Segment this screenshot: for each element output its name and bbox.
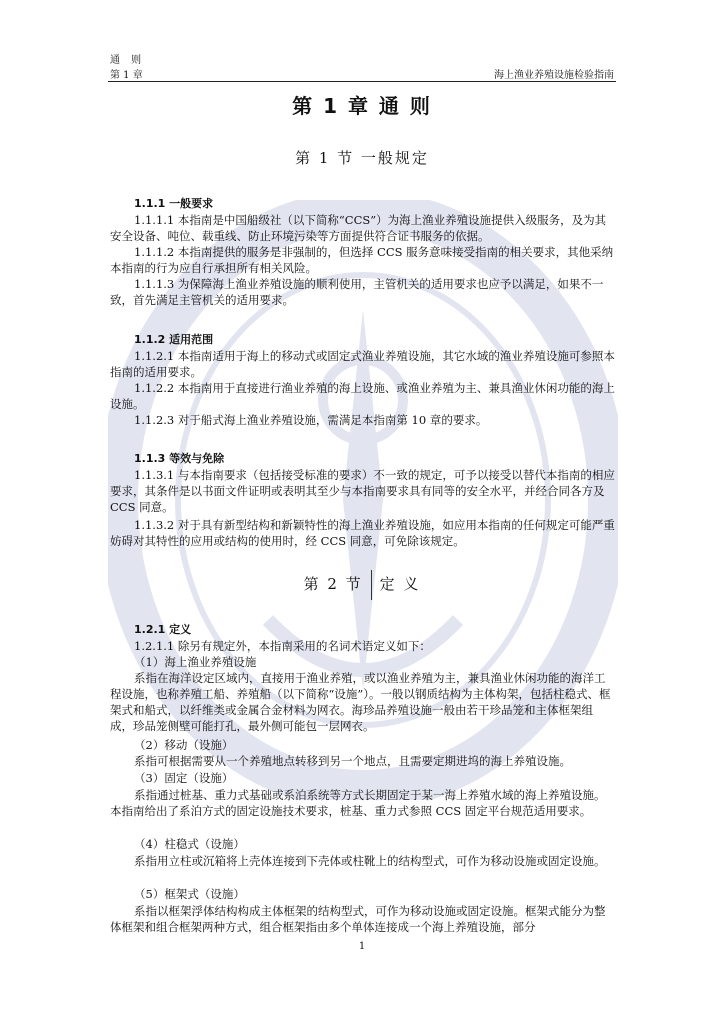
paragraph-1-1-2-3: 1.1.2.3 对于船式海上渔业养殖设施，需满足本指南第 10 章的要求。 bbox=[134, 413, 488, 427]
definition-3-title: （3）固定（设施） bbox=[134, 771, 234, 785]
definition-5-title: （5）框架式（设施） bbox=[134, 887, 245, 901]
paragraph-1-1-1-1: 1.1.1.1 本指南是中国船级社（以下简称“CCS”）为海上渔业养殖设施提供入级服务，及为其安全设备、吨位、载重线、防止环境污染等方面提供符合证书服务的依据。 bbox=[110, 213, 607, 243]
page-number: 1 bbox=[358, 941, 366, 952]
paragraph-1-1-1-3: 1.1.1.3 为保障海上渔业养殖设施的顺利使用，主管机关的适用要求也应予以满足，如果不一致，首先满足主管机关的适用要求。 bbox=[110, 277, 604, 307]
section-1-title: 第 1 节 一般规定 bbox=[295, 149, 429, 167]
heading-1-2-1: 1.2.1 定义 bbox=[134, 623, 192, 636]
section-2-divider bbox=[371, 570, 372, 600]
paragraph-1-2-1-1: 1.2.1.1 除另有规定外，本指南采用的名词术语定义如下： bbox=[134, 639, 431, 653]
definition-4-title: （4）柱稳式（设施） bbox=[134, 837, 245, 851]
heading-1-1-1: 1.1.1 一般要求 bbox=[134, 197, 214, 210]
section-2-name: 定 义 bbox=[379, 575, 421, 593]
heading-1-1-3: 1.1.3 等效与免除 bbox=[134, 452, 225, 465]
paragraph-1-1-2-1: 1.1.2.1 本指南适用于海上的移动式或固定式渔业养殖设施，其它水域的渔业养殖设施可参照本指南的适用要求。 bbox=[110, 349, 615, 379]
paragraph-1-1-3-2: 1.1.3.2 对于具有新型结构和新颖特性的海上渔业养殖设施，如应用本指南的任何规定可能严重妨碍对其特性的应用或结构的使用时，经 CCS 同意，可免除该规定。 bbox=[110, 518, 615, 548]
paragraph-1-1-3-1: 1.1.3.1 与本指南要求（包括接受标准的要求）不一致的规定，可予以接受以替代本指南的相应要求，其条件是以书面文件证明或表明其至少与本指南要求具有同等的安全水平，并经合同各方及 CCS 同意。 bbox=[110, 468, 615, 514]
header-divider bbox=[108, 81, 616, 82]
section-2-number: 第 2 节 bbox=[303, 575, 363, 593]
paragraph-1-1-1-2: 1.1.1.2 本指南提供的服务是非强制的，但选择 CCS 服务意味接受指南的相关要求，其他采纳本指南的行为应自行承担所有相关风险。 bbox=[110, 245, 614, 275]
definition-1-body: 系指在海洋设定区域内，直接用于渔业养殖，或以渔业养殖为主，兼具渔业休闲功能的海洋工程设施，也称养殖工船、养殖船（以下简称“设施”）。一般以钢质结构为主体构架，包括柱稳式、框架式和船式，以纤维类或金属合金材料为网衣。海珍品养殖设施一般由若干珍品笼和主体框架组成，珍品笼侧壁可能打孔，最外侧可能包一层网衣。 bbox=[110, 671, 611, 733]
definition-5-body: 系指以框架浮体结构构成主体框架的结构型式，可作为移动设施或固定设施。框架式能分为整体框架和组合框架两种方式，组合框架指由多个单体连接成一个海上养殖设施，部分 bbox=[110, 904, 606, 934]
definition-1-title: （1）海上渔业养殖设施 bbox=[134, 655, 257, 669]
header-chapter-label: 第 1 章 bbox=[110, 70, 143, 81]
definition-2-body: 系指可根据需要从一个养殖地点转移到另一个地点，且需要定期进坞的海上养殖设施。 bbox=[134, 754, 571, 768]
section-2-title bbox=[0, 570, 724, 600]
heading-1-1-2: 1.1.2 适用范围 bbox=[134, 333, 214, 346]
header-document-title: 海上渔业养殖设施检验指南 bbox=[494, 70, 614, 81]
header-section-label: 通 则 bbox=[110, 55, 146, 66]
chapter-title: 第 1 章 通 则 bbox=[292, 94, 432, 118]
definition-2-title: （2）移动（设施） bbox=[134, 738, 234, 752]
definition-3-body: 系指通过桩基、重力式基础或系泊系统等方式长期固定于某一海上养殖水域的海上养殖设施。本指南给出了系泊方式的固定设施技术要求，桩基、重力式参照 CCS 固定平台规范适用要求。 bbox=[110, 788, 606, 818]
definition-4-body: 系指用立柱或沉箱将上壳体连接到下壳体或柱靴上的结构型式，可作为移动设施或固定设施。 bbox=[134, 854, 606, 868]
paragraph-1-1-2-2: 1.1.2.2 本指南用于直接进行渔业养殖的海上设施、或渔业养殖为主、兼具渔业休闲功能的海上设施。 bbox=[110, 381, 615, 411]
